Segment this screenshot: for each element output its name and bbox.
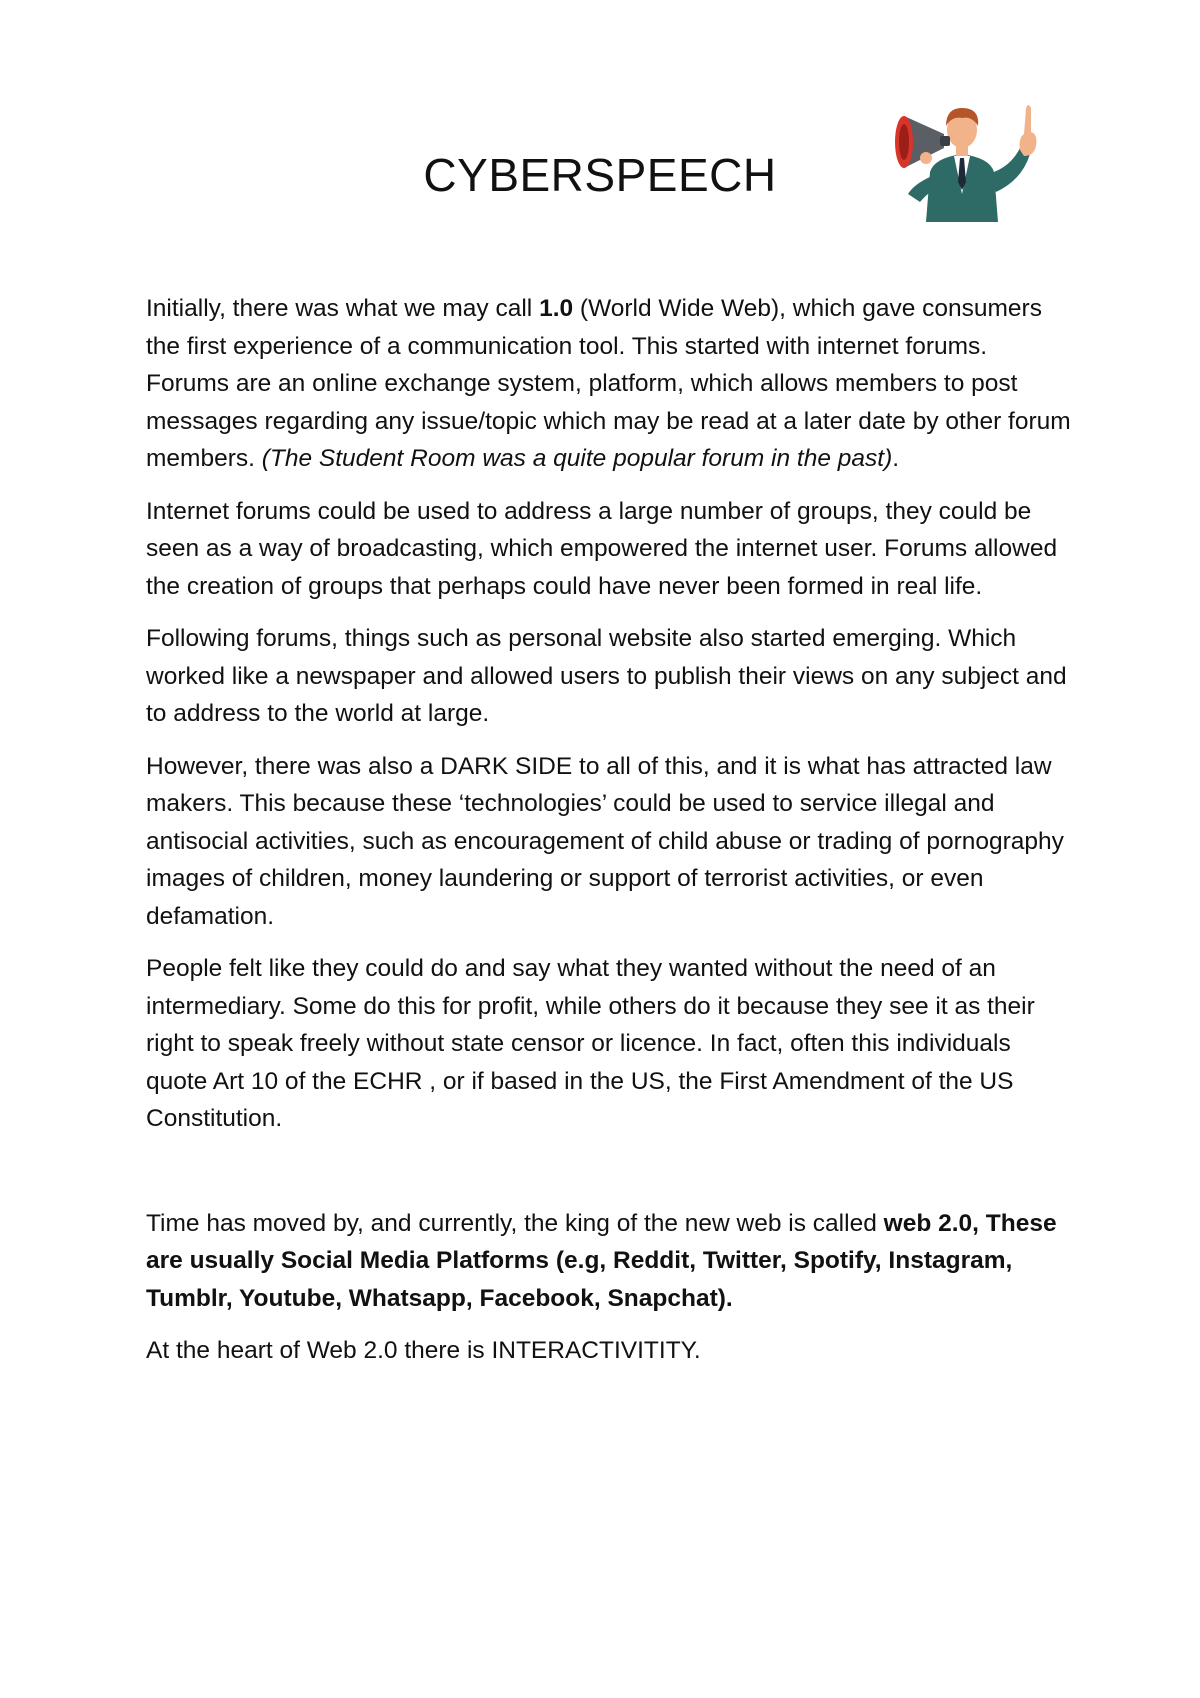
paragraph-personal-websites: Following forums, things such as personal website also started emerging. Which worked like a newspaper and allowed users to publish their views on any subject and to address to the world at large. — [146, 625, 1067, 727]
paragraph-free-speech: People felt like they could do and say what they wanted without the need of an intermediary. Some do this for profit, while others do it because they see it as their right to speak freely without state censor or licence. In fact, often this individuals quote Art 10 of the ECHR , or if based in the US, the First Amendment of the US Constitution. — [146, 955, 1035, 1132]
paragraph-text: (World Wide Web), which gave consumers the first experience of a communication tool. This started with internet forums. Forums are an online exchange system, platform, which allows members to post messages regarding any issue/topic which may be read at a later date by other forum members. — [146, 295, 1071, 472]
page-title: CYBERSPEECH — [423, 149, 777, 201]
italic-note: (The Student Room was a quite popular forum in the past) — [261, 445, 893, 472]
blank-line — [146, 1153, 1076, 1205]
bold-text: 1.0 — [539, 295, 574, 322]
paragraph-web-1-0 — [146, 290, 1076, 478]
paragraph-forums: Internet forums could be used to address a large number of groups, they could be seen as a way of broadcasting, which empowered the internet user. Forums allowed the creation of groups that perhaps could have never been formed in real life. — [146, 497, 1058, 600]
bold-text: web 2.0, These are usually Social Media Platforms (e.g, Reddit, Twitter, Spotify, Instagram, Tumblr, Youtube, Whatsapp, Facebook, Snapchat). — [146, 1209, 1057, 1312]
paragraph-interactivity: At the heart of Web 2.0 there is INTERACTIVITITY. — [146, 1337, 701, 1364]
paragraph-web-2-0 — [146, 1205, 1076, 1318]
document-body — [146, 290, 1076, 1385]
paragraph-dark-side: However, there was also a DARK SIDE to all of this, and it is what has attracted law makers. This because these ‘technologies’ could be used to service illegal and antisocial activities, such as encouragement of child abuse or trading of pornography images of children, money laundering or support of terrorist activities, or even defamation. — [146, 752, 1064, 930]
paragraph-text: . — [892, 445, 900, 472]
paragraph-text: Time has moved by, and currently, the king of the new web is called — [146, 1209, 884, 1237]
man-with-megaphone-icon — [874, 98, 1050, 222]
paragraph-text: Initially, there was what we may call — [146, 295, 540, 322]
